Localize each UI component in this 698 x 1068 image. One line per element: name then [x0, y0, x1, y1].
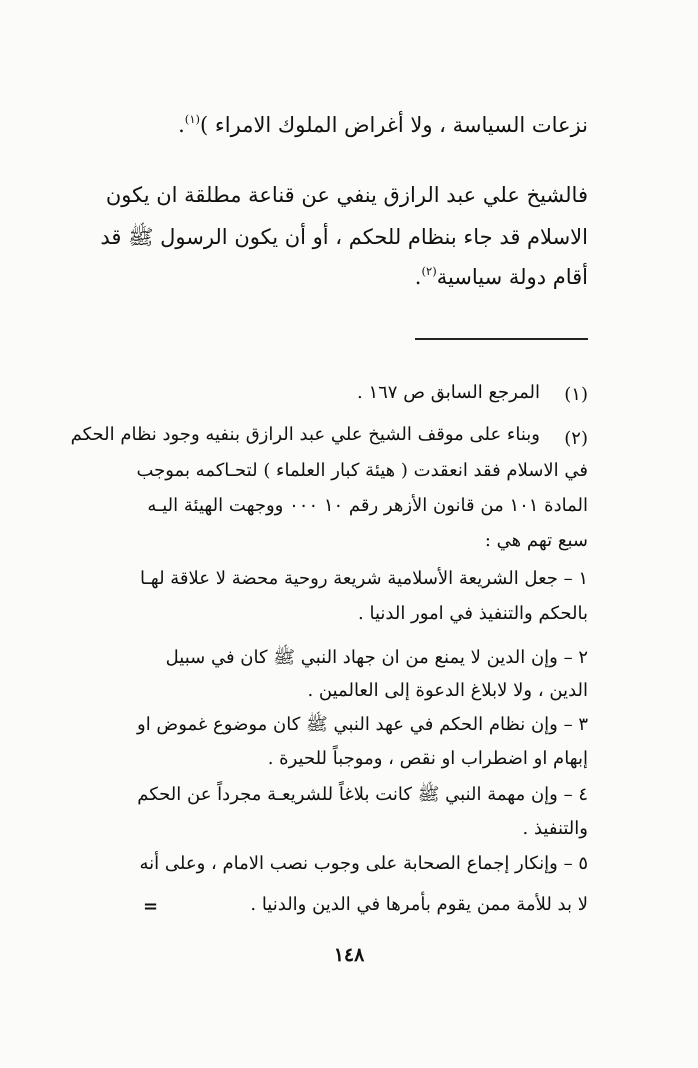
- body-text-end: .: [414, 265, 422, 290]
- footnote-number-2: (٢): [564, 428, 588, 449]
- body-line-4: [415, 264, 588, 289]
- footnote-line: ٣ – وإن نظام الحكم في عهد النبي ﷺ كان موضوع غموض او: [137, 714, 588, 735]
- body-text: فالشيخ علي عبد الرازق ينفي عن قناعة مطلقة ان يكون: [105, 183, 588, 207]
- body-text-end: .: [178, 113, 185, 138]
- continuation-mark: =: [143, 896, 159, 917]
- footnote-line: إبهام او اضطراب او نقص ، وموجباً للحيرة .: [267, 748, 588, 769]
- footnote-1-text: المرجع السابق ص ١٦٧ .: [357, 382, 540, 403]
- footnote-line: في الاسلام فقد انعقدت ( هيئة كبار العلماء ) لتحـاكمه بموجب: [136, 460, 588, 481]
- body-line-2: [106, 183, 588, 207]
- footnote-line: بالحكم والتنفيذ في امور الدنيا .: [358, 603, 588, 624]
- footnote-line: ١ – جعل الشريعة الأسلامية شريعة روحية محضة لا علاقة لهـا: [140, 568, 588, 589]
- footnote-line: المادة ١٠١ من قانون الأزهر رقم ١٠ ٠٠٠ ووجهت الهيئة اليـه: [147, 495, 588, 516]
- footnote-separator: [415, 338, 588, 340]
- body-text: الاسلام قد جاء بنظام للحكم ، أو أن يكون الرسول ﷺ قد: [100, 225, 588, 249]
- body-text: أقام دولة سياسية: [436, 265, 588, 290]
- footnote-line: والتنفيذ .: [522, 818, 588, 839]
- footnote-line: وبناء على موقف الشيخ علي عبد الرازق بنفيه وجود نظام الحكم: [70, 424, 540, 445]
- footnote-ref-2: (٢): [421, 264, 437, 278]
- footnote-line: سبع تهم هي :: [484, 530, 588, 551]
- footnote-line: ٤ – وإن مهمة النبي ﷺ كانت بلاغاً للشريعـة مجرداً عن الحكم: [137, 784, 588, 805]
- footnote-line: لا بد للأمة ممن يقوم بأمرها في الدين والدنيا .: [250, 894, 588, 915]
- footnote-line: ٥ – وإنكار إجماع الصحابة على وجوب نصب الامام ، وعلى أنه: [139, 853, 588, 874]
- body-text: نزعات السياسة ، ولا أغراض الملوك الامراء ): [200, 113, 588, 138]
- body-line-3: [100, 224, 588, 255]
- footnote-number-1: (١): [564, 384, 588, 405]
- body-line-1: [178, 112, 588, 137]
- footnote-ref-1: (١): [184, 112, 201, 126]
- footnote-line: ٢ – وإن الدين لا يمنع من ان جهاد النبي ﷺ كان في سبيل: [165, 647, 588, 668]
- page-number: ١٤٨: [333, 944, 365, 966]
- footnote-line: الدين ، ولا لابلاغ الدعوة إلى العالمين .: [307, 680, 588, 701]
